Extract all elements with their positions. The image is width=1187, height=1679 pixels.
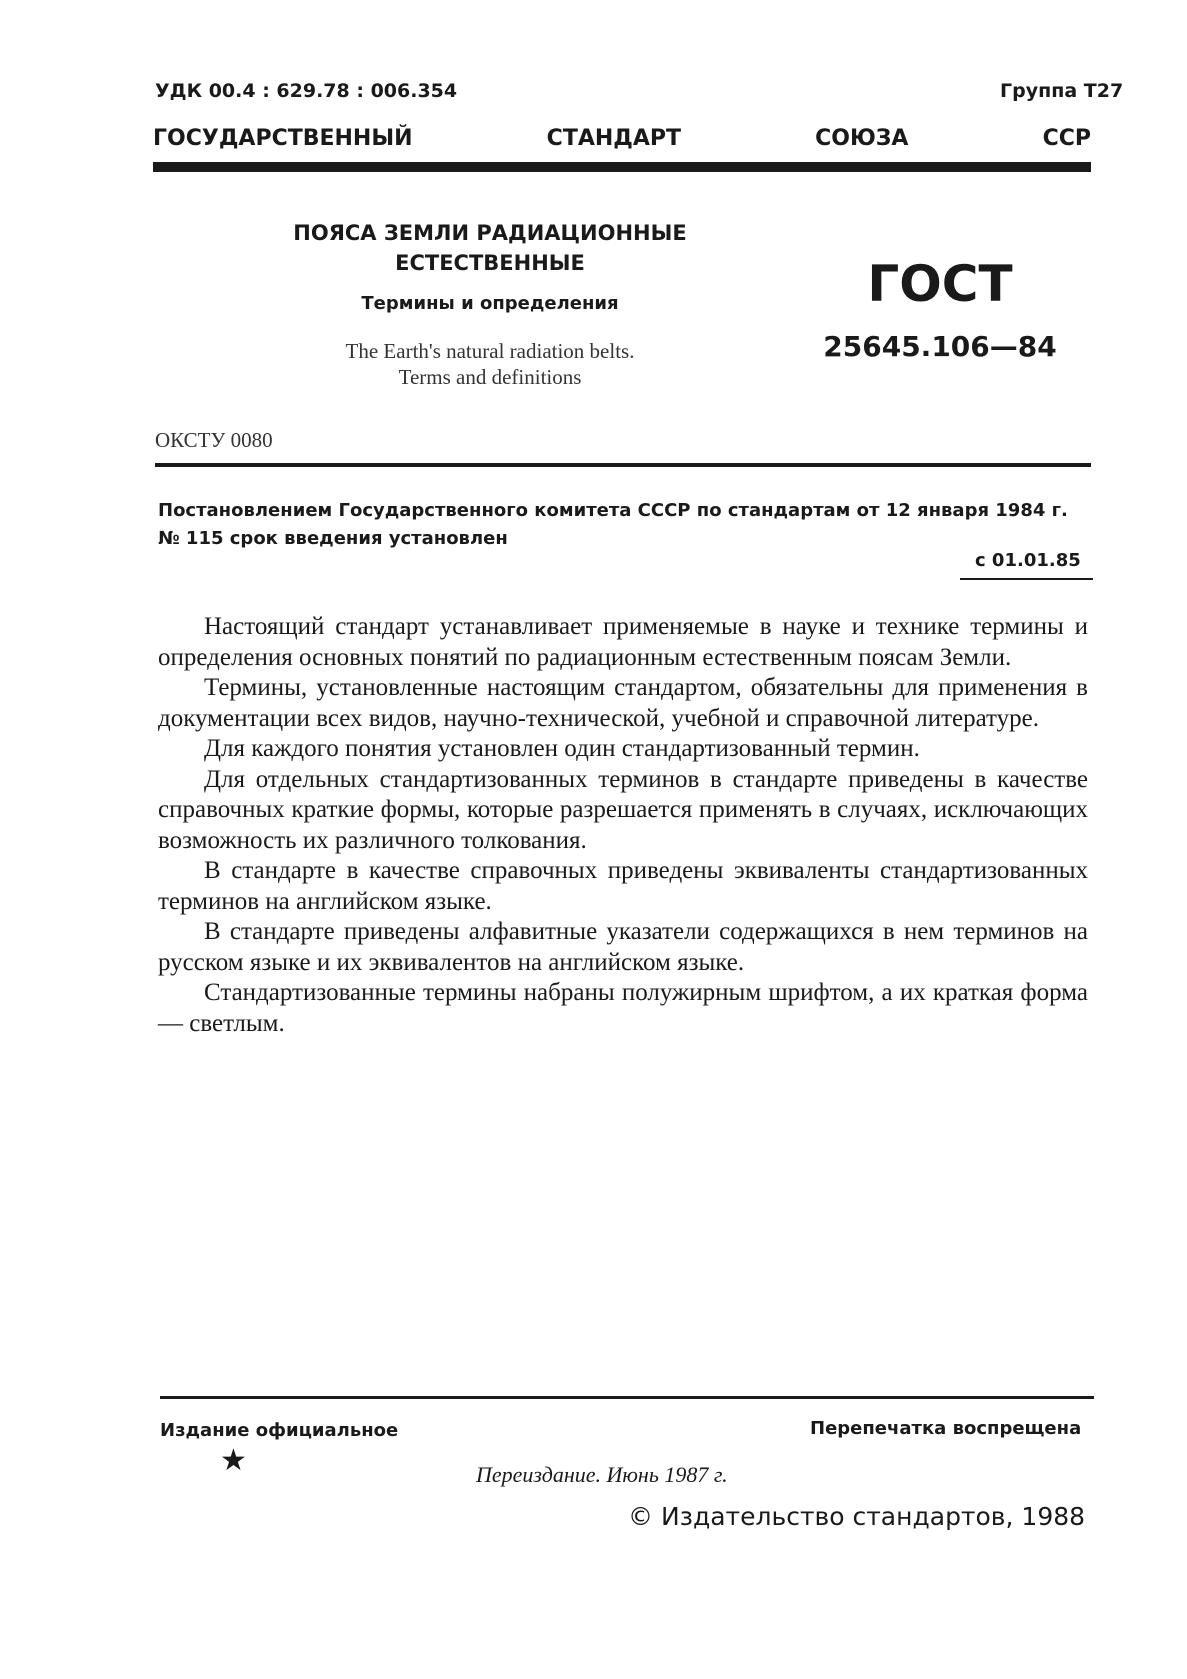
effective-date: с 01.01.85 [975, 550, 1081, 571]
star-icon: ★ [220, 1443, 247, 1478]
udk-code: УДК 00.4 : 629.78 : 006.354 [155, 80, 458, 102]
banner-word-standard: СТАНДАРТ [546, 126, 682, 151]
state-standard-banner [153, 126, 1091, 151]
english-title [270, 338, 710, 390]
body-paragraph: Стандартизованные термины набраны полужирным шрифтом, а их краткая форма — светлым. [158, 979, 1088, 1037]
header-thick-rule [153, 162, 1091, 172]
banner-word-union: СОЮЗА [815, 126, 909, 151]
document-title: ПОЯСА ЗЕМЛИ РАДИАЦИОННЫЕ ЕСТЕСТВЕННЫЕ [293, 221, 687, 275]
okstu-code: ОКСТУ 0080 [155, 428, 273, 452]
body-paragraph: Для каждого понятия установлен один стандартизованный термин. [204, 735, 920, 762]
decree-text: Постановлением Государственного комитета СССР по стандартам от 12 января 1984 г. № 115 срок введения установлен [158, 500, 1068, 549]
copyright-line: © Издательство стандартов, 1988 [628, 1502, 1086, 1531]
gost-number: 25645.106—84 [823, 330, 1057, 363]
banner-word-ussr: ССР [1042, 126, 1091, 151]
body-paragraph: Для отдельных стандартизованных терминов в стандарте приведены в качестве справочных краткие формы, которые разрешается применять в случаях, исключающих возможность их различного толкования. [158, 765, 1088, 854]
footer-rule [160, 1396, 1094, 1399]
group-code: Группа Т27 [1000, 80, 1124, 102]
english-title-line-2: Terms and definitions [398, 365, 582, 389]
reprint-prohibited: Перепечатка воспрещена [810, 1418, 1082, 1439]
body-paragraph: В стандарте приведены алфавитные указатели содержащихся в нем терминов на русском языке и их эквивалентов на английском языке. [158, 918, 1088, 976]
body-paragraph: Термины, установленные настоящим стандартом, обязательны для применения в документации всех видов, научно-технической, учебной и справочной литературе. [158, 674, 1088, 732]
reissue-note: Переиздание. Июнь 1987 г. [476, 1462, 728, 1487]
banner-word-state: ГОСУДАРСТВЕННЫЙ [153, 126, 413, 151]
effective-date-underline [960, 578, 1093, 580]
document-subtitle: Термины и определения [361, 293, 619, 314]
body-paragraph: В стандарте в качестве справочных приведены эквиваленты стандартизованных терминов на английском языке. [158, 857, 1088, 915]
gost-label: ГОСТ [867, 255, 1013, 313]
official-edition: Издание официальное [160, 1420, 399, 1441]
body-text [158, 612, 1088, 1039]
title-block-rule [155, 463, 1091, 467]
english-title-line-1: The Earth's natural radiation belts. [345, 339, 635, 363]
body-paragraph: Настоящий стандарт устанавливает применяемые в науке и технике термины и определения основных понятий по радиационным естественным поясам Земли. [158, 613, 1088, 671]
